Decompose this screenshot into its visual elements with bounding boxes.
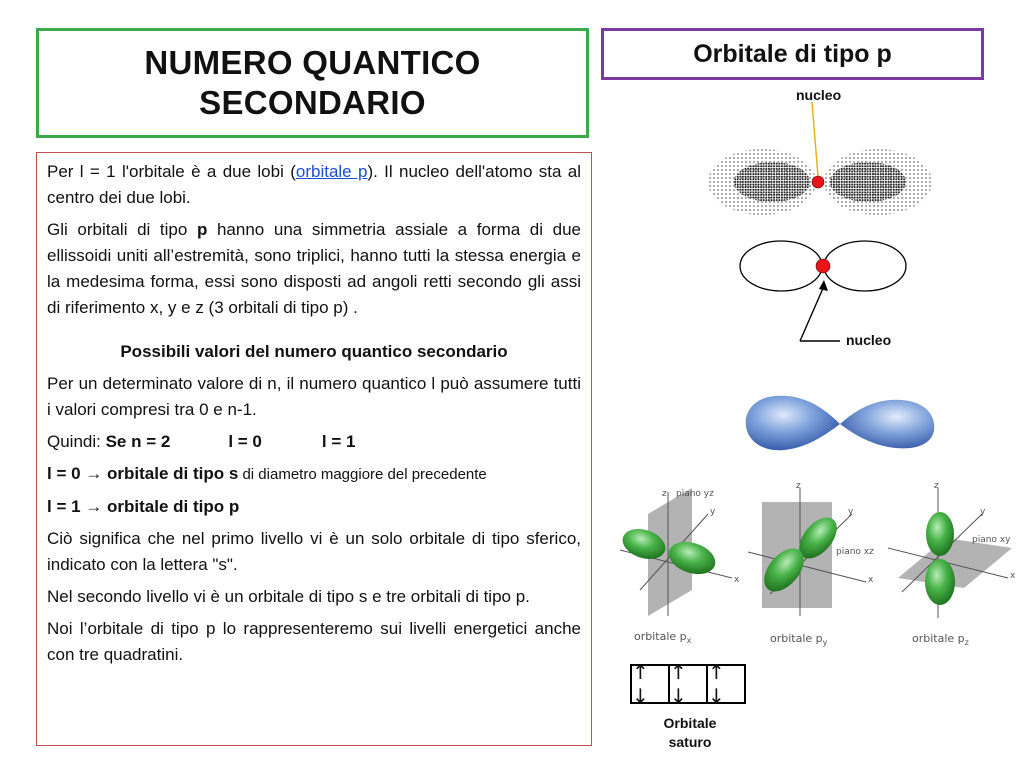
p2-text-b: hanno una simmetria assiale a forma di due ellissoidi uniti all’estremità, sono triplici, hanno tutti la stessa energia e la medesima forma, essi sono disposti ad angoli retti secondo gli assi di riferimento x, y e z (3 orbitali di tipo p) . bbox=[47, 220, 582, 317]
quindi-l0: l = 0 bbox=[228, 432, 262, 451]
diagram-py bbox=[748, 481, 874, 647]
paragraph-4: Ciò significa che nel primo livello vi è un solo orbitale di tipo sferico, indicato con la lettera "s". bbox=[47, 529, 581, 574]
orbital-boxes bbox=[630, 660, 746, 708]
heading-text: Possibili valori del numero quantico secondario bbox=[120, 342, 508, 361]
px-caption: orbitale $p_x$ bbox=[634, 630, 692, 645]
slide-title-box bbox=[36, 28, 589, 138]
l1-line bbox=[47, 494, 581, 520]
py-z-label: z bbox=[796, 481, 801, 491]
pz-plane-label: piano xy bbox=[972, 535, 1011, 545]
left-lobe-inner bbox=[734, 162, 810, 202]
paragraph-5: Nel secondo livello vi è un orbitale di tipo s e tre orbitali di tipo p. bbox=[47, 587, 530, 606]
right-lobe-outline bbox=[824, 241, 906, 291]
quindi-n: Se n = 2 bbox=[105, 432, 171, 451]
nucleus-dot-mid bbox=[816, 259, 830, 273]
py-y-label: y bbox=[848, 507, 854, 517]
saturo-line-2: saturo bbox=[668, 734, 712, 750]
diagram-px bbox=[619, 488, 740, 645]
orbitale-saturo-label bbox=[640, 714, 740, 752]
quindi-l1: l = 1 bbox=[321, 432, 356, 451]
l0-bold: l = 0 → orbitale di tipo s bbox=[47, 464, 239, 483]
px-z-label: z bbox=[662, 489, 667, 499]
saturo-line-1: Orbitale bbox=[663, 715, 717, 731]
p2-bold: p bbox=[196, 220, 208, 239]
paragraph-6: Noi l’orbitale di tipo p lo rappresenteremo sui livelli energetici anche con tre quadratini. bbox=[47, 619, 581, 664]
pz-y-label: y bbox=[980, 507, 986, 517]
orbital-title-box bbox=[601, 28, 984, 80]
paragraph-1 bbox=[47, 159, 581, 211]
orbital-box-3: ↑ ↓ bbox=[706, 664, 746, 704]
section-heading bbox=[47, 339, 581, 365]
l0-small: di diametro maggiore del precedente bbox=[238, 466, 487, 483]
py-caption: orbitale $p_y$ bbox=[770, 632, 828, 647]
quindi-line bbox=[47, 429, 581, 455]
p1-text-b: ). Il nucleo dell'atomo sta al centro dei due lobi. bbox=[47, 162, 581, 207]
title-line-1: NUMERO QUANTICO bbox=[144, 44, 481, 81]
paragraph-3: Per un determinato valore di n, il numero quantico l può assumere tutti i valori compresi tra 0 e n-1. bbox=[47, 374, 581, 419]
paragraph-2 bbox=[47, 217, 581, 321]
l1-bold: l = 1 → orbitale di tipo p bbox=[47, 497, 240, 516]
quindi-label: Quindi: bbox=[47, 432, 106, 451]
orbital-title: Orbitale di tipo p bbox=[693, 39, 892, 68]
plane-xy bbox=[898, 538, 1012, 588]
l0-line bbox=[47, 461, 581, 488]
p1-text-a: Per l = 1 l'orbitale è a due lobi ( bbox=[47, 162, 296, 181]
diagram-pz bbox=[888, 481, 1016, 647]
nucleo-label-mid: nucleo bbox=[846, 332, 892, 348]
outline-p-orbital-diagram bbox=[730, 236, 930, 356]
nucleus-arrow bbox=[800, 286, 824, 341]
px-plane-label: piano yz bbox=[676, 489, 714, 499]
pz-caption: orbitale $p_z$ bbox=[912, 632, 969, 647]
px-y-label: y bbox=[710, 507, 716, 517]
px-x-label: x bbox=[734, 575, 740, 585]
blue-left-lobe bbox=[746, 396, 840, 451]
text-body bbox=[36, 152, 592, 746]
pz-lobe-top bbox=[926, 512, 954, 556]
slide-title bbox=[144, 43, 480, 123]
p2-text-a: Gli orbitali di tipo bbox=[47, 220, 197, 239]
blue-right-lobe bbox=[840, 400, 934, 449]
py-x-label: x bbox=[868, 575, 874, 585]
nucleus-arrow-head bbox=[819, 280, 828, 291]
nucleus-dot-top bbox=[812, 176, 824, 188]
left-lobe-outline bbox=[740, 241, 822, 291]
axis-orbital-diagrams bbox=[600, 478, 1020, 658]
orbital-box-2: ↑ ↓ bbox=[668, 664, 708, 704]
nucleus-pointer-top bbox=[812, 102, 818, 176]
py-plane-label: piano xz bbox=[836, 547, 874, 557]
orbital-box-1: ↑ ↓ bbox=[630, 664, 670, 704]
right-lobe-inner bbox=[830, 162, 906, 202]
title-line-2: SECONDARIO bbox=[199, 84, 426, 121]
pz-lobe-bottom bbox=[925, 559, 955, 605]
pz-x-label: x bbox=[1010, 571, 1016, 581]
nucleo-label-top: nucleo bbox=[796, 87, 842, 103]
dotted-p-orbital-diagram bbox=[700, 100, 940, 220]
blue-3d-p-orbital bbox=[740, 386, 940, 462]
orbitale-p-link[interactable]: orbitale p bbox=[295, 162, 368, 181]
pz-z-label: z bbox=[934, 481, 939, 491]
